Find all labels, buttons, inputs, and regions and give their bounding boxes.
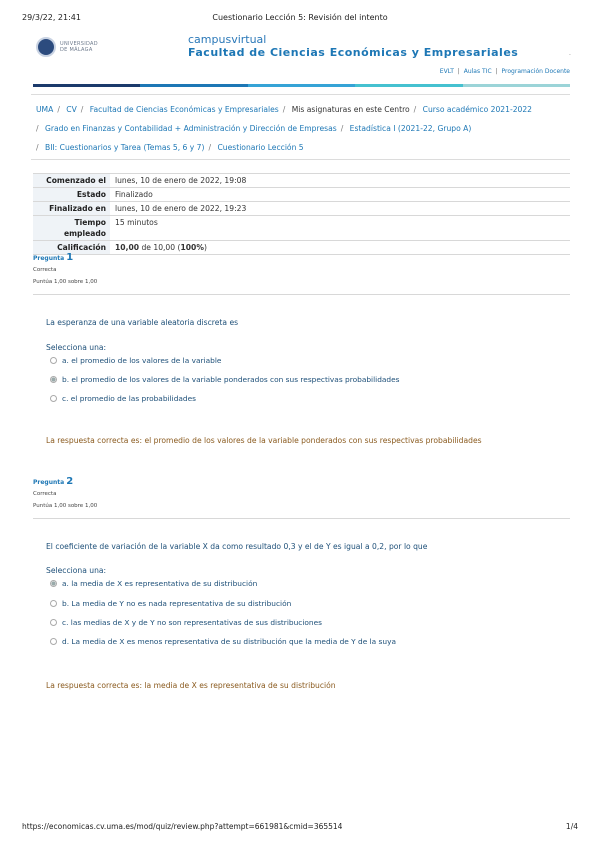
question-label: Pregunta xyxy=(33,479,65,486)
question-2-option-b[interactable] xyxy=(50,599,291,608)
option-label: b. La media de Y no es nada representativa de su distribución xyxy=(62,599,292,608)
university-seal-icon xyxy=(36,37,56,57)
strip-segment-2 xyxy=(140,84,247,87)
divider xyxy=(31,159,570,160)
question-1-text: La esperanza de una variable aleatoria discreta es xyxy=(46,318,239,327)
strip-segment-4 xyxy=(355,84,462,87)
question-state: Correcta xyxy=(33,267,57,273)
crumb-quiz[interactable]: Cuestionario Lección 5 xyxy=(217,143,304,152)
question-1-prompt: Selecciona una: xyxy=(46,343,107,352)
option-label: b. el promedio de los valores de la variable ponderados con sus respectivas probabilidades xyxy=(62,375,400,384)
radio-icon[interactable] xyxy=(50,638,57,645)
header-mark: · xyxy=(569,52,571,59)
radio-checked-icon[interactable] xyxy=(50,580,57,587)
summary-label xyxy=(33,216,110,241)
crumb-uma[interactable]: UMA xyxy=(36,105,54,114)
summary-value: 15 minutos xyxy=(115,218,158,227)
crumb-cv[interactable]: CV xyxy=(66,105,77,114)
summary-row-started xyxy=(33,174,570,188)
breadcrumb-line-1: UMA / CV / Facultad de Ciencias Económicas y Empresariales / Mis asignaturas en este Centro / Curso académico 2021-2022 xyxy=(36,105,533,114)
crumb-faculty[interactable]: Facultad de Ciencias Económicas y Empresariales xyxy=(89,105,279,114)
option-label: a. la media de X es representativa de su distribución xyxy=(62,579,258,588)
print-title: Cuestionario Lección 5: Revisión del intento xyxy=(212,13,388,22)
question-number xyxy=(33,252,570,263)
question-grade: Puntúa 1,00 sobre 1,00 xyxy=(33,503,98,509)
breadcrumb-line-3: / BII: Cuestionarios y Tarea (Temas 5, 6 y 7) / Cuestionario Lección 5 xyxy=(36,143,304,152)
question-1-option-c[interactable] xyxy=(50,394,196,403)
toplink-separator: | xyxy=(457,68,460,75)
print-url: https://economicas.cv.uma.es/mod/quiz/review.php?attempt=661981&cmid=365514 xyxy=(22,822,343,831)
toplink-programacion[interactable]: Programación Docente xyxy=(501,68,570,75)
summary-row-state xyxy=(33,188,570,202)
summary-value: lunes, 10 de enero de 2022, 19:08 xyxy=(115,176,247,185)
summary-row-time xyxy=(33,216,570,241)
summary-label: Finalizado en xyxy=(33,202,110,216)
summary-value: lunes, 10 de enero de 2022, 19:23 xyxy=(115,204,247,213)
logo-line-1: UNIVERSIDAD xyxy=(60,41,98,47)
option-label: c. las medias de X y de Y no son representativas de sus distribuciones xyxy=(62,618,322,627)
faculty-name-link[interactable]: Facultad de Ciencias Económicas y Empresariales xyxy=(188,46,519,59)
summary-label-part: Tiempo xyxy=(74,218,106,227)
radio-icon[interactable] xyxy=(50,619,57,626)
question-label: Pregunta xyxy=(33,255,65,262)
grade-score: 10,00 xyxy=(115,243,140,252)
option-label: a. el promedio de los valores de la variable xyxy=(62,356,222,365)
crumb-academic-year[interactable]: Curso académico 2021-2022 xyxy=(422,105,533,114)
crumb-degree[interactable]: Grado en Finanzas y Contabilidad + Administración y Dirección de Empresas xyxy=(44,124,337,133)
divider xyxy=(31,94,570,95)
breadcrumb xyxy=(36,100,566,157)
question-number-value: 2 xyxy=(66,476,74,487)
crumb-course[interactable]: Estadística I (2021-22, Grupo A) xyxy=(349,124,472,133)
question-state: Correcta xyxy=(33,491,57,497)
radio-checked-icon[interactable] xyxy=(50,376,57,383)
question-1-info xyxy=(33,252,570,295)
summary-label-part: empleado xyxy=(63,229,106,238)
summary-row-finished xyxy=(33,202,570,216)
question-1-option-b[interactable] xyxy=(50,375,400,384)
question-1-feedback: La respuesta correcta es: el promedio de los valores de la variable ponderados con sus respectivas probabilidades xyxy=(46,436,482,445)
question-2-option-d[interactable] xyxy=(50,637,396,646)
breadcrumb-line-2: / Grado en Finanzas y Contabilidad + Administración y Dirección de Empresas / Estadística I (2021-22, Grupo A) xyxy=(36,124,472,133)
crumb-section[interactable]: BII: Cuestionarios y Tarea (Temas 5, 6 y 7) xyxy=(44,143,205,152)
toplink-evlt[interactable]: EVLT xyxy=(439,68,454,75)
question-2-option-a[interactable] xyxy=(50,579,257,588)
question-2-prompt: Selecciona una: xyxy=(46,566,107,575)
question-number xyxy=(33,476,570,487)
logo-line-2: DE MÁLAGA xyxy=(60,47,93,53)
color-strip xyxy=(33,84,570,87)
question-2-option-c[interactable] xyxy=(50,618,322,627)
summary-label: Calificación xyxy=(33,241,110,255)
grade-percent: 100% xyxy=(180,243,204,252)
radio-icon[interactable] xyxy=(50,600,57,607)
summary-value: Finalizado xyxy=(115,190,153,199)
print-date: 29/3/22, 21:41 xyxy=(22,13,81,22)
option-label: d. La media de X es menos representativa de su distribución que la media de Y de la suya xyxy=(62,637,396,646)
attempt-summary-table xyxy=(33,173,570,255)
grade-close: ) xyxy=(203,243,207,252)
toplink-separator: | xyxy=(495,68,498,75)
question-1-option-a[interactable] xyxy=(50,356,221,365)
option-label: c. el promedio de las probabilidades xyxy=(62,394,197,403)
question-grade: Puntúa 1,00 sobre 1,00 xyxy=(33,279,98,285)
strip-segment-5 xyxy=(463,84,570,87)
question-2-text: El coeficiente de variación de la variable X da como resultado 0,3 y el de Y es igual a 0,2, por lo que xyxy=(46,542,428,551)
toplink-aulas-tic[interactable]: Aulas TIC xyxy=(463,68,492,75)
grade-of: de 10,00 ( xyxy=(141,243,181,252)
question-number-value: 1 xyxy=(66,252,74,263)
radio-icon[interactable] xyxy=(50,357,57,364)
strip-segment-1 xyxy=(33,84,140,87)
crumb-my-subjects: Mis asignaturas en este Centro xyxy=(291,105,410,114)
site-name-link[interactable]: campusvirtual xyxy=(188,33,267,46)
radio-icon[interactable] xyxy=(50,395,57,402)
logo-text xyxy=(60,41,98,53)
strip-segment-3 xyxy=(248,84,355,87)
print-header xyxy=(22,13,578,25)
top-links xyxy=(440,68,570,75)
print-page-number: 1/4 xyxy=(565,822,578,831)
question-2-info xyxy=(33,476,570,519)
question-2-feedback: La respuesta correcta es: la media de X es representativa de su distribución xyxy=(46,681,336,690)
summary-label: Comenzado el xyxy=(33,174,110,188)
summary-label: Estado xyxy=(33,188,110,202)
university-logo[interactable] xyxy=(36,36,116,58)
